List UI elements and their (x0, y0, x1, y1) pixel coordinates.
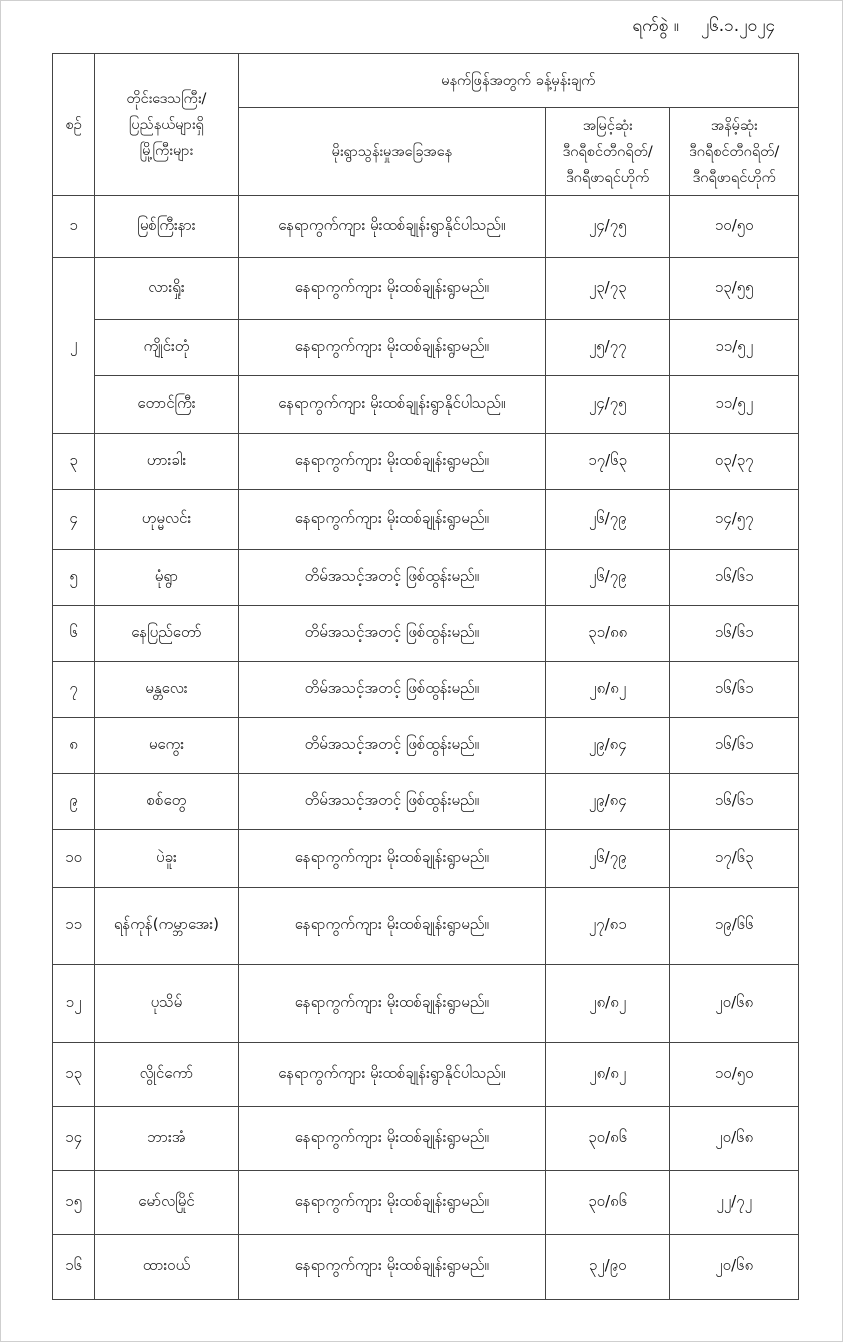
table-row (53, 196, 799, 258)
row-max-temp: ၁၇/၆၃ (545, 434, 670, 490)
row-city: မြစ်ကြီးနား (95, 196, 239, 258)
row-min-temp: ၁၁/၅၂ (670, 376, 799, 434)
row-serial-no: ၁၆ (53, 1235, 95, 1300)
row-condition: နေရာကွက်ကျား မိုးထစ်ချုန်းရွာမည်။ (238, 1235, 545, 1300)
row-city: လွိုင်ကော် (95, 1043, 239, 1107)
row-serial-no: ၁၄ (53, 1107, 95, 1171)
row-serial-no: ၁ (53, 196, 95, 258)
row-city: လားရှိုး (95, 258, 239, 320)
table-row (53, 434, 799, 490)
row-serial-no: ၁၂ (53, 965, 95, 1043)
table-row (53, 376, 799, 434)
row-city: စစ်တွေ (95, 774, 239, 830)
row-min-temp: ၁၉/၆၆ (670, 888, 799, 965)
header-region-line-2: ပြည်နယ်များရှိ (129, 116, 204, 133)
row-city: မုံရွာ (95, 550, 239, 606)
row-city: မော်လမြိုင် (95, 1171, 239, 1235)
table-row (53, 606, 799, 662)
row-condition: တိမ်အသင့်အတင့် ဖြစ်ထွန်းမည်။ (238, 774, 545, 830)
row-city: ရန်ကုန်(ကမ္ဘာအေး) (95, 888, 239, 965)
row-max-temp: ၂၄/၇၅ (545, 196, 670, 258)
row-serial-no: ၁၃ (53, 1043, 95, 1107)
header-min-line-1: အနိမ့်ဆုံး (710, 117, 758, 134)
header-min-temp (670, 108, 799, 196)
row-max-temp: ၂၈/၈၂ (545, 965, 670, 1043)
row-max-temp: ၂၈/၈၂ (545, 1043, 670, 1107)
row-city: ပဲခူး (95, 830, 239, 888)
row-condition: နေရာကွက်ကျား မိုးထစ်ချုန်းရွာမည်။ (238, 434, 545, 490)
row-serial-no: ၁၁ (53, 888, 95, 965)
row-condition: နေရာကွက်ကျား မိုးထစ်ချုန်းရွာမည်။ (238, 888, 545, 965)
row-max-temp: ၂၅/၇၇ (545, 320, 670, 376)
header-max-temp (545, 108, 670, 196)
row-condition: နေရာကွက်ကျား မိုးထစ်ချုန်းရွာမည်။ (238, 830, 545, 888)
row-min-temp: ၂၀/၆၈ (670, 1235, 799, 1300)
row-city: တောင်ကြီး (95, 376, 239, 434)
row-serial-no: ၁၀ (53, 830, 95, 888)
row-city: မန္တလေး (95, 662, 239, 718)
row-min-temp: ၁၄/၅၇ (670, 490, 799, 550)
row-condition: နေရာကွက်ကျား မိုးထစ်ချုန်းရွာနိုင်ပါသည်။ (238, 376, 545, 434)
row-condition: နေရာကွက်ကျား မိုးထစ်ချုန်းရွာမည်။ (238, 320, 545, 376)
row-min-temp: ၁၆/၆၁ (670, 718, 799, 774)
table-row (53, 1171, 799, 1235)
table-row (53, 1235, 799, 1300)
row-condition: နေရာကွက်ကျား မိုးထစ်ချုန်းရွာမည်။ (238, 965, 545, 1043)
header-condition: မိုးရွာသွန်းမှုအခြေအနေ (238, 108, 545, 196)
table-row (53, 718, 799, 774)
row-max-temp: ၃၀/၈၆ (545, 1171, 670, 1235)
table-row (53, 662, 799, 718)
row-serial-no: ၉ (53, 774, 95, 830)
row-max-temp: ၂၇/၈၁ (545, 888, 670, 965)
table-row (53, 830, 799, 888)
row-max-temp: ၂၆/၇၉ (545, 490, 670, 550)
row-city: ဟုမ္မလင်း (95, 490, 239, 550)
row-city: ကျိုင်းတုံ (95, 320, 239, 376)
row-serial-no: ၇ (53, 662, 95, 718)
row-min-temp: ၀၃/၃၇ (670, 434, 799, 490)
header-min-line-2: ဒီဂရီစင်တီဂရိတ်/ (689, 143, 780, 160)
row-serial-no: ၃ (53, 434, 95, 490)
row-condition: နေရာကွက်ကျား မိုးထစ်ချုန်းရွာမည်။ (238, 258, 545, 320)
date-line (632, 8, 775, 44)
row-serial-no: ၁၅ (53, 1171, 95, 1235)
row-condition: တိမ်အသင့်အတင့် ဖြစ်ထွန်းမည်။ (238, 718, 545, 774)
row-max-temp: ၂၆/၇၉ (545, 550, 670, 606)
table-row (53, 965, 799, 1043)
row-min-temp: ၂၀/၆၈ (670, 1107, 799, 1171)
row-city: မကွေး (95, 718, 239, 774)
row-min-temp: ၁၇/၆၃ (670, 830, 799, 888)
row-condition: နေရာကွက်ကျား မိုးထစ်ချုန်းရွာနိုင်ပါသည်။ (238, 1043, 545, 1107)
date-label: ရက်စွဲ ။ (632, 16, 679, 36)
row-min-temp: ၁၆/၆၁ (670, 662, 799, 718)
header-max-line-1: အမြင့်ဆုံး (582, 117, 633, 134)
row-min-temp: ၁၆/၆၁ (670, 774, 799, 830)
row-max-temp: ၂၆/၇၉ (545, 830, 670, 888)
row-min-temp: ၂၀/၆၈ (670, 965, 799, 1043)
table-row (53, 888, 799, 965)
row-serial-no: ၅ (53, 550, 95, 606)
header-serial-no: စဉ် (53, 54, 95, 196)
header-max-line-2: ဒီဂရီစင်တီဂရိတ်/ (562, 143, 653, 160)
row-max-temp: ၃၀/၈၆ (545, 1107, 670, 1171)
row-max-temp: ၂၉/၈၄ (545, 774, 670, 830)
row-serial-no: ၂ (53, 258, 95, 434)
row-max-temp: ၂၄/၇၅ (545, 376, 670, 434)
row-condition: နေရာကွက်ကျား မိုးထစ်ချုန်းရွာမည်။ (238, 1171, 545, 1235)
row-min-temp: ၁၀/၅၀ (670, 196, 799, 258)
header-region (95, 54, 239, 196)
row-max-temp: ၂၈/၈၂ (545, 662, 670, 718)
row-serial-no: ၆ (53, 606, 95, 662)
row-condition: တိမ်အသင့်အတင့် ဖြစ်ထွန်းမည်။ (238, 606, 545, 662)
header-forecast-group: မနက်ဖြန်အတွက် ခန့်မှန်းချက် (238, 54, 798, 108)
row-serial-no: ၈ (53, 718, 95, 774)
header-min-line-3: ဒီဂရီဖာရင်ဟိုက် (692, 169, 776, 186)
row-max-temp: ၂၃/၇၃ (545, 258, 670, 320)
row-condition: တိမ်အသင့်အတင့် ဖြစ်ထွန်းမည်။ (238, 662, 545, 718)
weather-forecast-table (52, 53, 799, 1300)
table-row (53, 774, 799, 830)
row-min-temp: ၁၀/၅၀ (670, 1043, 799, 1107)
row-city: ဟားခါး (95, 434, 239, 490)
row-min-temp: ၁၁/၅၂ (670, 320, 799, 376)
row-city: ပုသိမ် (95, 965, 239, 1043)
row-max-temp: ၂၉/၈၄ (545, 718, 670, 774)
header-max-line-3: ဒီဂရီဖာရင်ဟိုက် (566, 169, 650, 186)
table-row (53, 1107, 799, 1171)
table-row (53, 550, 799, 606)
row-city: ထားဝယ် (95, 1235, 239, 1300)
row-condition: တိမ်အသင့်အတင့် ဖြစ်ထွန်းမည်။ (238, 550, 545, 606)
table-row (53, 320, 799, 376)
header-region-line-1: တိုင်းဒေသကြီး/ (126, 90, 207, 107)
table-row (53, 490, 799, 550)
row-city: ဘားအံ (95, 1107, 239, 1171)
row-condition: နေရာကွက်ကျား မိုးထစ်ချုန်းရွာမည်။ (238, 490, 545, 550)
header-region-line-3: မြို့ကြီးများ (139, 142, 194, 159)
date-value: ၂၆.၁.၂၀၂၄ (700, 16, 775, 36)
row-min-temp: ၂၂/၇၂ (670, 1171, 799, 1235)
row-min-temp: ၁၆/၆၁ (670, 550, 799, 606)
row-condition: နေရာကွက်ကျား မိုးထစ်ချုန်းရွာနိုင်ပါသည်။ (238, 196, 545, 258)
row-min-temp: ၁၃/၅၅ (670, 258, 799, 320)
row-min-temp: ၁၆/၆၁ (670, 606, 799, 662)
row-condition: နေရာကွက်ကျား မိုးထစ်ချုန်းရွာမည်။ (238, 1107, 545, 1171)
row-max-temp: ၃၁/၈၈ (545, 606, 670, 662)
row-city: နေပြည်တော် (95, 606, 239, 662)
table-row (53, 1043, 799, 1107)
table-row (53, 258, 799, 320)
row-max-temp: ၃၂/၉၀ (545, 1235, 670, 1300)
row-serial-no: ၄ (53, 490, 95, 550)
